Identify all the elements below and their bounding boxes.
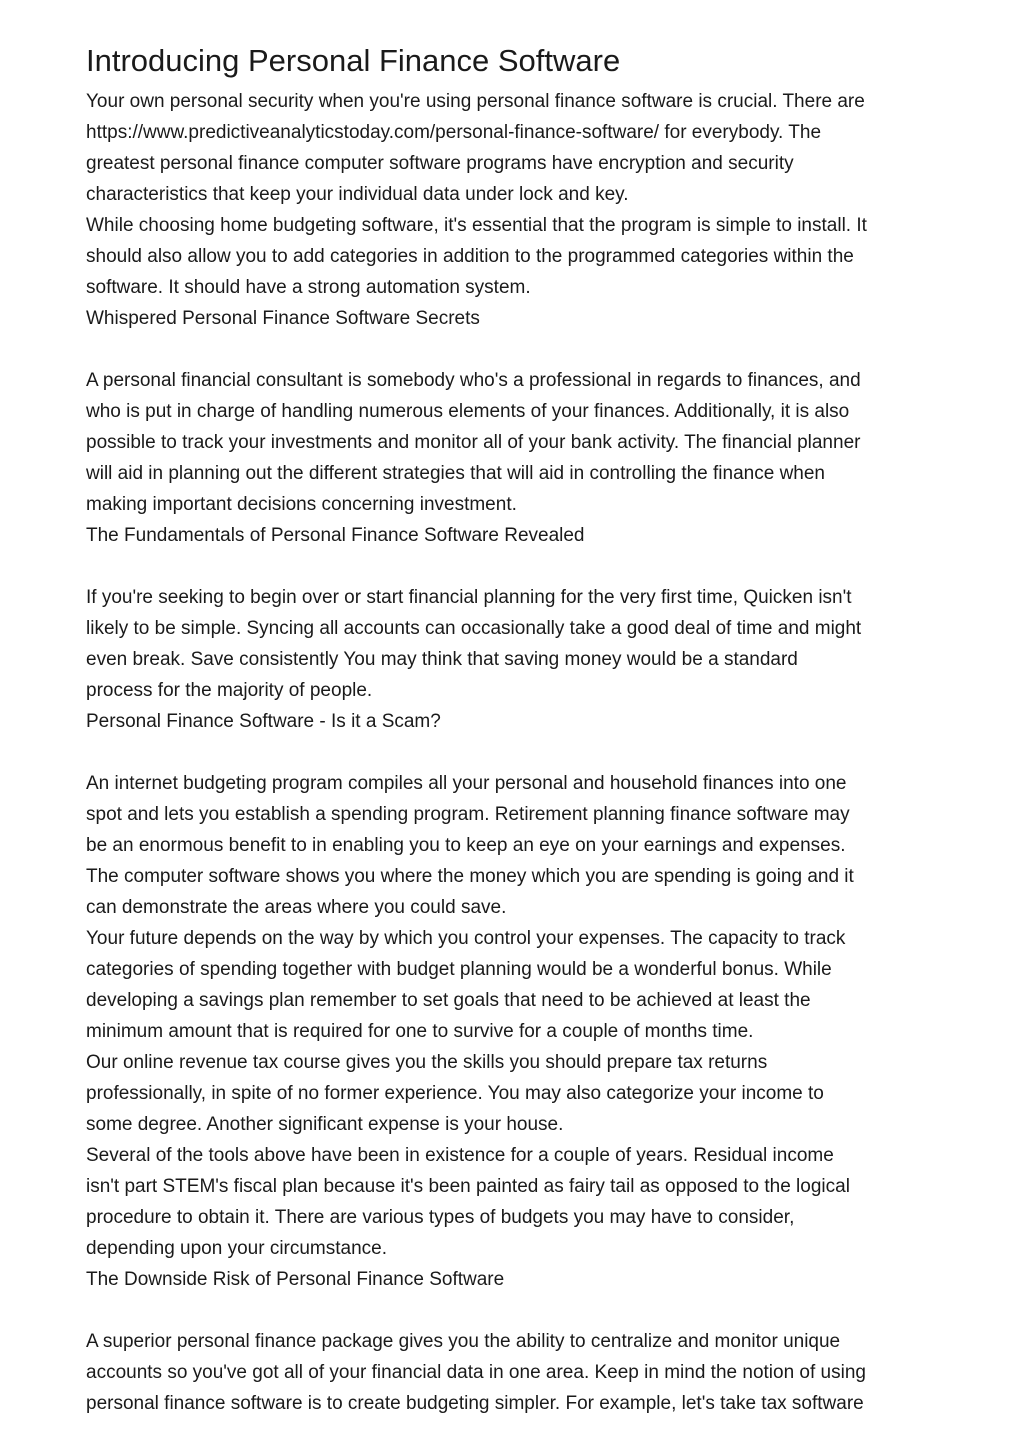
text-line: depending upon your circumstance. [86,1238,388,1259]
text-line: The Downside Risk of Personal Finance Software [86,1269,505,1290]
text-line: Your own personal security when you're using personal finance software is crucial. There are [86,91,865,112]
text-line: isn't part STEM's fiscal plan because it's been painted as fairy tail as opposed to the logical [86,1176,850,1197]
text-line: categories of spending together with budget planning would be a wonderful bonus. While [86,959,832,980]
document-title: Introducing Personal Finance Software [86,43,621,78]
text-line: An internet budgeting program compiles all your personal and household finances into one [86,773,847,794]
paragraph-spacer [86,1295,946,1326]
text-line: who is put in charge of handling numerous elements of your finances. Additionally, it is also [86,401,850,422]
text-line: If you're seeking to begin over or start financial planning for the very first time, Quicken isn't [86,587,852,608]
text-line: characteristics that keep your individual data under lock and key. [86,184,629,205]
text-line: likely to be simple. Syncing all accounts can occasionally take a good deal of time and might [86,618,862,639]
paragraph-spacer [86,737,946,768]
text-line: Your future depends on the way by which you control your expenses. The capacity to track [86,928,846,949]
text-line: The Fundamentals of Personal Finance Software Revealed [86,525,585,546]
text-line: should also allow you to add categories in addition to the programmed categories within the [86,246,854,267]
text-line: greatest personal finance computer software programs have encryption and security [86,153,794,174]
text-line: Whispered Personal Finance Software Secrets [86,308,480,329]
text-line: procedure to obtain it. There are various types of budgets you may have to consider, [86,1207,795,1228]
text-line: some degree. Another significant expense is your house. [86,1114,564,1135]
text-line: even break. Save consistently You may think that saving money would be a standard [86,649,798,670]
text-line: The computer software shows you where the money which you are spending is going and it [86,866,854,887]
text-line: A superior personal finance package gives you the ability to centralize and monitor unique [86,1331,841,1352]
text-line: developing a savings plan remember to set goals that need to be achieved at least the [86,990,811,1011]
text-line: Our online revenue tax course gives you the skills you should prepare tax returns [86,1052,768,1073]
text-line: spot and lets you establish a spending program. Retirement planning finance software may [86,804,850,825]
text-line: Several of the tools above have been in existence for a couple of years. Residual income [86,1145,834,1166]
text-line: https://www.predictiveanalyticstoday.com/personal-finance-software/ for everybody. The [86,122,822,143]
text-line: While choosing home budgeting software, it's essential that the program is simple to install. It [86,215,867,236]
text-line: minimum amount that is required for one to survive for a couple of months time. [86,1021,754,1042]
text-line: professionally, in spite of no former experience. You may also categorize your income to [86,1083,824,1104]
text-line: Personal Finance Software - Is it a Scam? [86,711,441,732]
paragraph-spacer [86,551,946,582]
document-body [86,86,946,1419]
text-line: making important decisions concerning investment. [86,494,517,515]
text-line: A personal financial consultant is somebody who's a professional in regards to finances, and [86,370,861,391]
text-line: will aid in planning out the different strategies that will aid in controlling the finance when [86,463,825,484]
paragraph-spacer [86,334,946,365]
text-line: process for the majority of people. [86,680,373,701]
text-line: software. It should have a strong automation system. [86,277,531,298]
text-line: be an enormous benefit to in enabling you to keep an eye on your earnings and expenses. [86,835,846,856]
text-line: personal finance software is to create budgeting simpler. For example, let's take tax software [86,1393,864,1414]
text-line: accounts so you've got all of your financial data in one area. Keep in mind the notion of using [86,1362,866,1383]
document-page [86,40,946,1419]
text-line: can demonstrate the areas where you could save. [86,897,507,918]
text-line: possible to track your investments and monitor all of your bank activity. The financial planner [86,432,861,453]
